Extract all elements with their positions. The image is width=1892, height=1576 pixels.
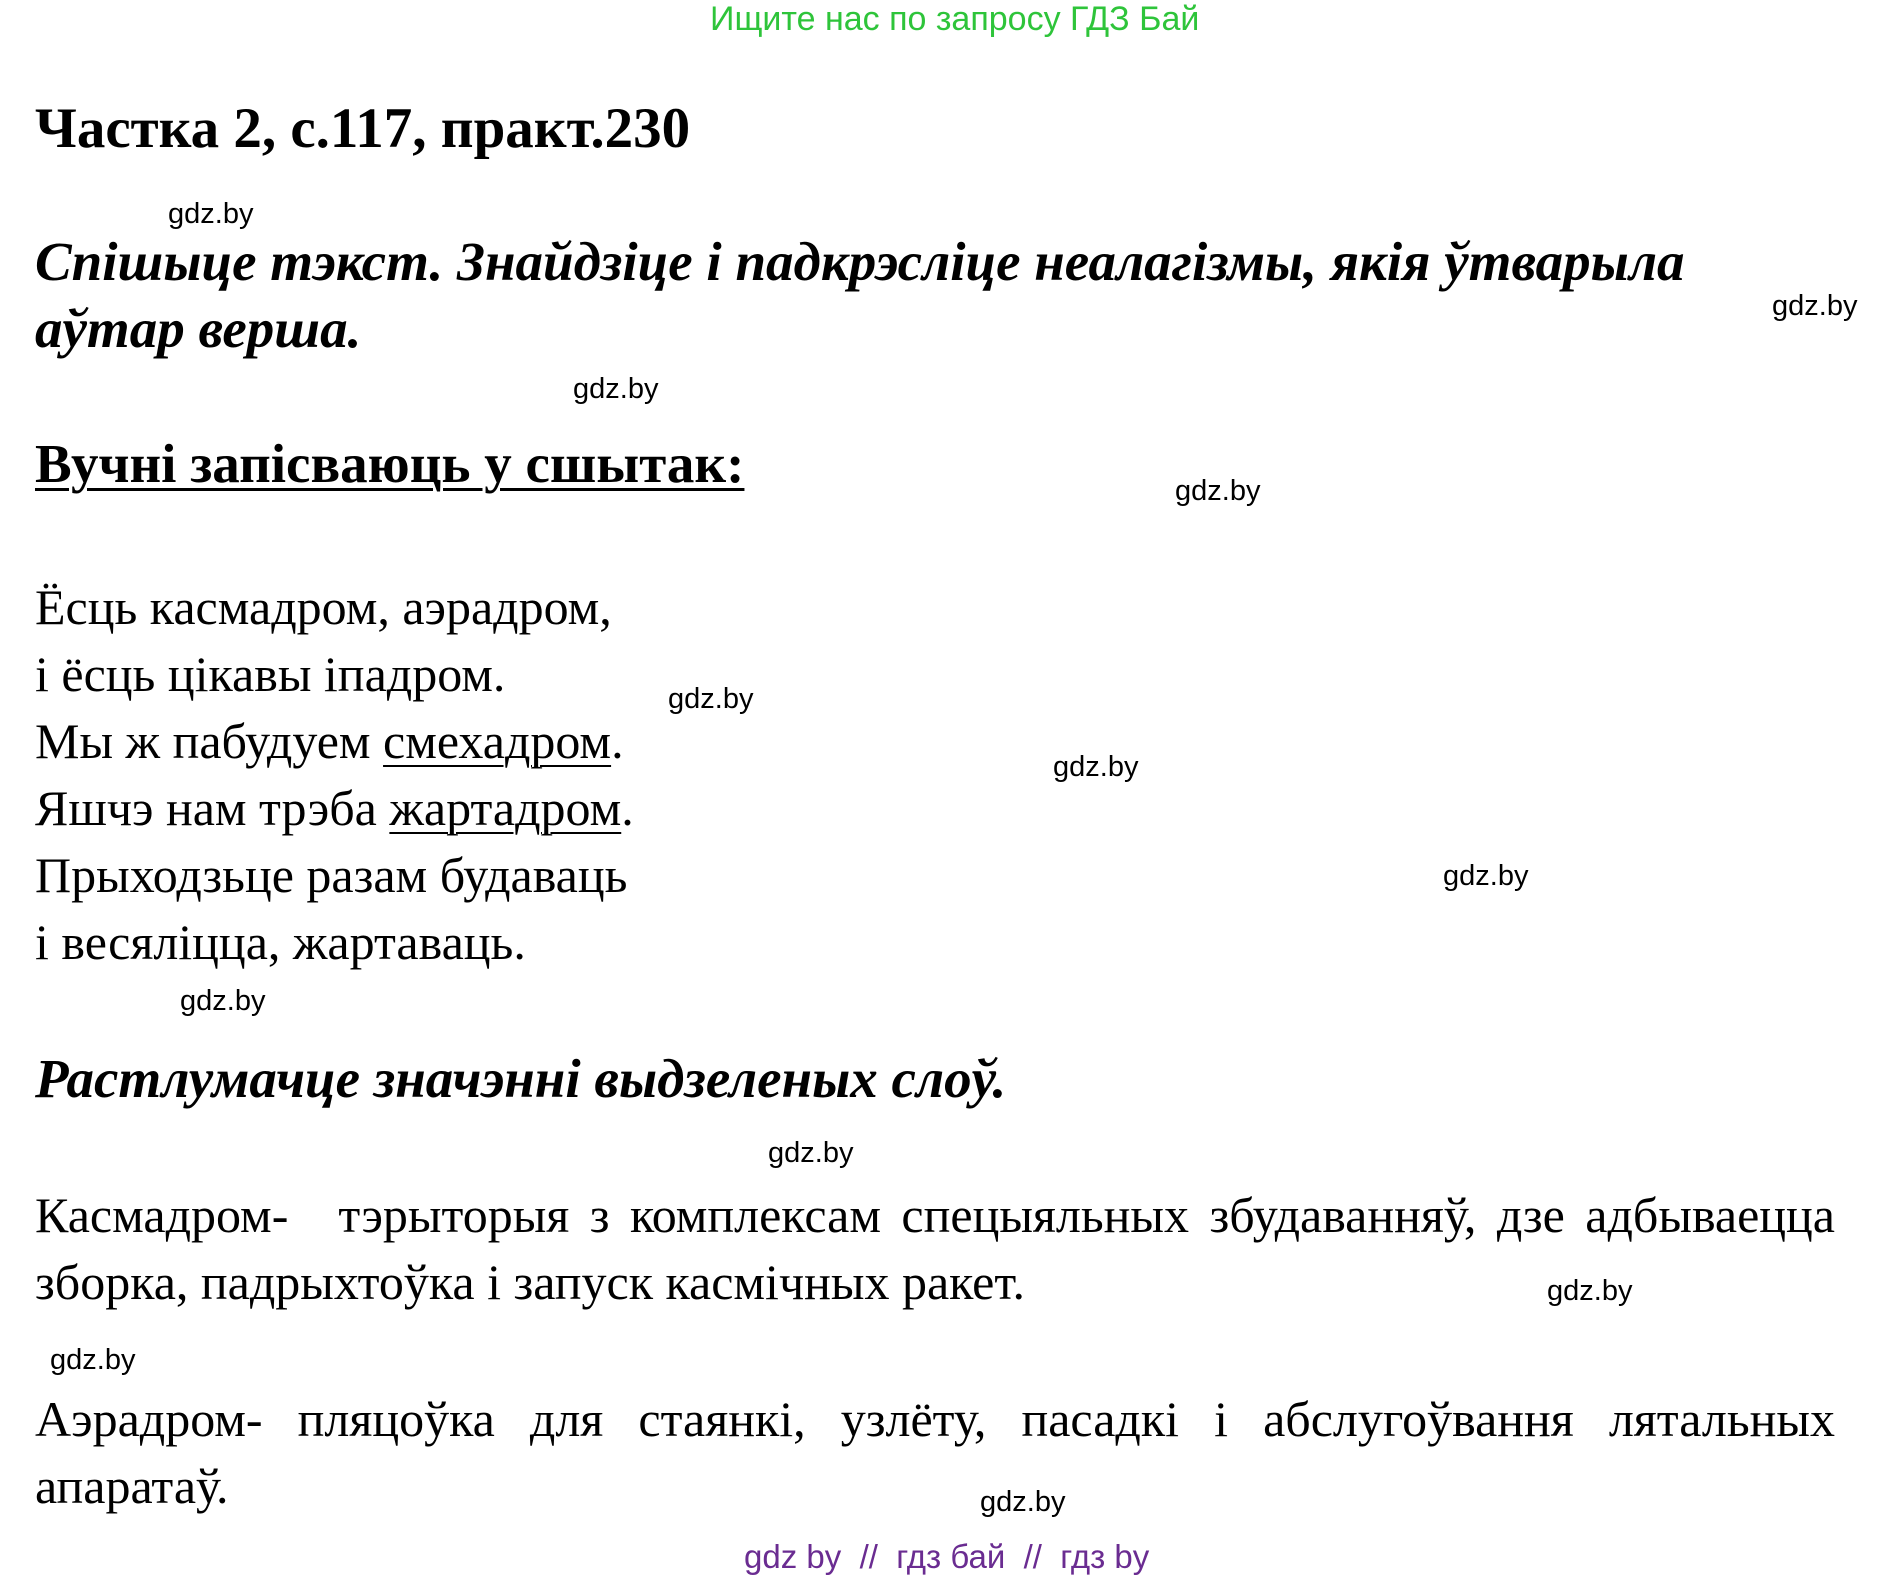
top-banner: Ищите нас по запросу ГДЗ Бай (710, 0, 1200, 38)
definition-2 (35, 1386, 1835, 1520)
watermark: gdz.by (1547, 1275, 1633, 1307)
definition-term: Касмадром- (35, 1187, 289, 1243)
section-heading: Вучні запісваюць у сшытак: (35, 433, 745, 494)
poem-line: і ёсць цікавы іпадром. (35, 646, 506, 702)
watermark: gdz.by (50, 1344, 136, 1376)
footer-links: gdz by // гдз бай // гдз by (744, 1538, 1150, 1575)
neologism: смехадром (383, 713, 612, 769)
poem-line: Яшчэ нам трэба жартадром. (35, 780, 634, 836)
watermark: gdz.by (980, 1486, 1066, 1518)
watermark: gdz.by (668, 683, 754, 715)
poem-line: Прыходзьце разам будаваць (35, 847, 628, 903)
watermark: gdz.by (768, 1137, 854, 1169)
watermark: gdz.by (168, 198, 254, 230)
neologism: жартадром (389, 780, 622, 836)
watermark: gdz.by (180, 985, 266, 1017)
poem-line: і весяліцца, жартаваць. (35, 914, 526, 970)
poem-line: Ёсць касмадром, аэрадром, (35, 579, 612, 635)
poem-line: Мы ж пабудуем смехадром. (35, 713, 624, 769)
watermark: gdz.by (1175, 475, 1261, 507)
task-line-1: Спішыце тэкст. Знайдзіце і падкрэсліце неалагізмы, якія ўтварыла (35, 231, 1685, 292)
definition-text: пляцоўка для стаянкі, узлёту, пасадкі і абслугоўвання лятальных апаратаў. (35, 1391, 1836, 1514)
watermark: gdz.by (1443, 860, 1529, 892)
watermark: gdz.by (1772, 290, 1858, 322)
task-line-2: аўтар верша. (35, 298, 362, 359)
poem (35, 574, 634, 976)
definition-term: Аэрадром- (35, 1391, 263, 1447)
definition-text: тэрыторыя з комплексам спецыяльных збудаванняў, дзе адбываецца зборка, падрыхтоўка і запуск касмічных ракет. (35, 1187, 1835, 1310)
watermark: gdz.by (1053, 751, 1139, 783)
watermark: gdz.by (573, 373, 659, 405)
page-title: Частка 2, с.117, практ.230 (35, 97, 691, 160)
task-2: Растлумачце значэнні выдзеленых слоў. (35, 1048, 1007, 1109)
